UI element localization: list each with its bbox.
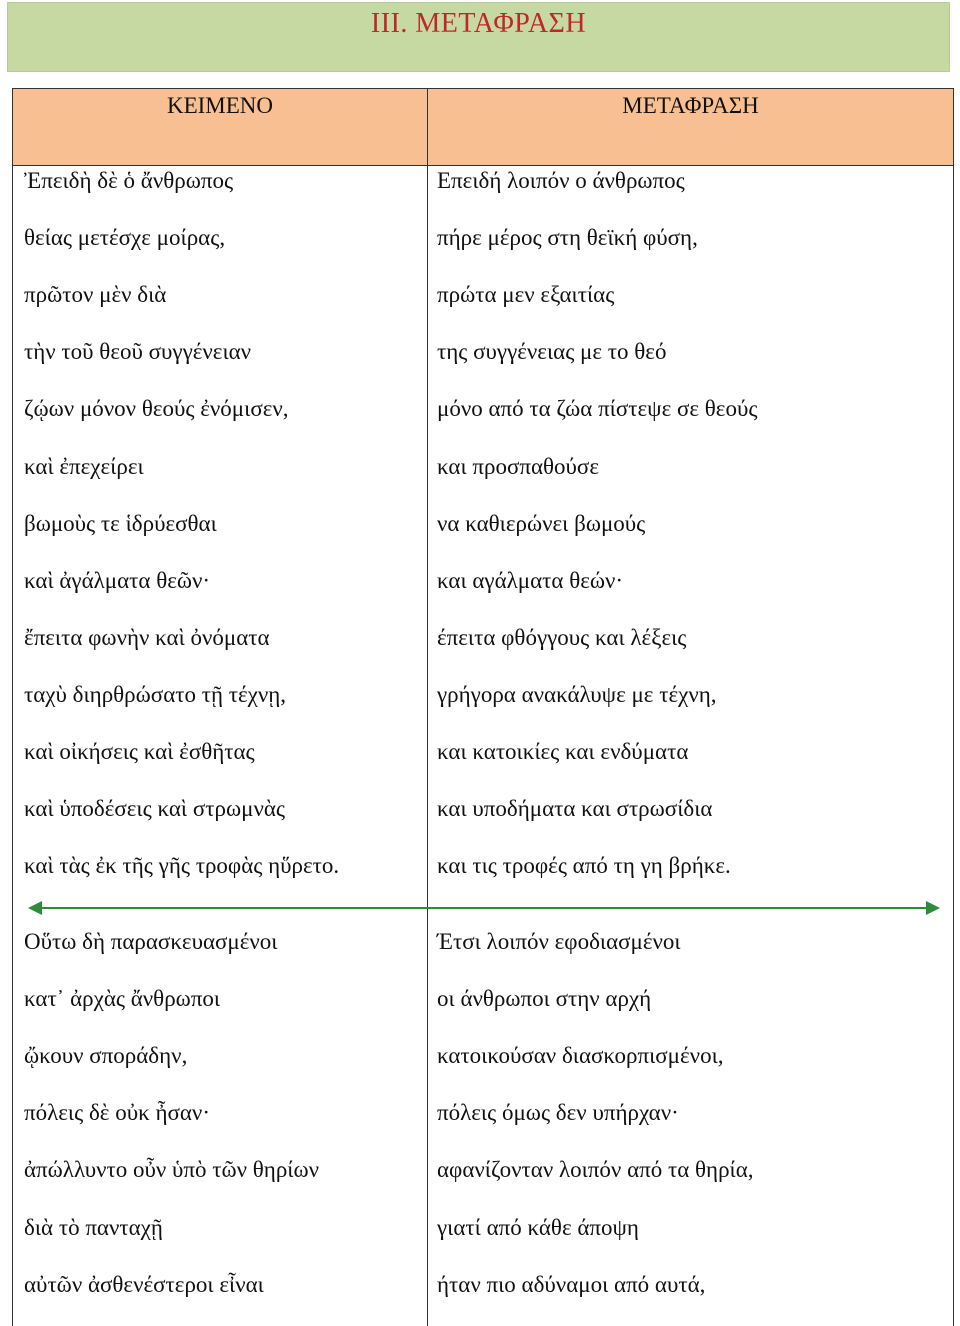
original-line: ἀπώλλυντο οὖν ὑπὸ τῶν θηρίων [24,1157,320,1183]
translation-line: έπειτα φθόγγους και λέξεις [437,624,687,650]
translation-line: ήταν πιο αδύναμοι από αυτά, [437,1271,706,1297]
translation-line: και αγάλματα θεών· [437,567,624,593]
translation-line: να καθιερώνει βωμούς [437,510,646,536]
translation-line: οι άνθρωποι στην αρχή [437,986,652,1012]
original-line: βωμοὺς τε ἱδρύεσθαι [24,510,217,536]
translation-line: πρώτα μεν εξαιτίας [437,282,615,308]
translation-line: και τις τροφές από τη γη βρήκε. [437,853,731,879]
original-line: πρῶτον μὲν διὰ [24,282,167,308]
translation-line: της συγγένειας με το θεό [437,339,667,365]
title-bar [7,2,950,72]
original-line: καὶ ἀγάλματα θεῶν· [24,567,211,593]
original-line: καὶ ἐπεχείρει [24,453,144,479]
original-line: αὐτῶν ἀσθενέστεροι εἶναι [24,1271,264,1297]
translation-line: γρήγορα ανακάλυψε με τέχνη, [437,681,717,707]
original-line: ζῴων μόνον θεούς ἐνόμισεν, [24,396,289,422]
table-header-row [13,89,953,166]
original-line: Οὕτω δὴ παρασκευασμένοι [24,929,278,954]
original-line: ταχὺ διηρθρώσατο τῇ τέχνῃ, [24,681,287,707]
original-line: καὶ ὑποδέσεις καὶ στρωμνὰς [24,796,285,822]
translation-line: πήρε μέρος στη θεϊκή φύση, [437,225,698,251]
original-line: ἔπειτα φωνὴν καὶ ὀνόματα [24,624,270,650]
original-line: καὶ τὰς ἐκ τῆς γῆς τροφὰς ηὕρετο. [24,853,340,879]
translation-line: και προσπαθούσε [437,453,599,479]
original-line: καὶ οἰκήσεις καὶ ἐσθῆτας [24,739,255,764]
original-line: κατ᾽ ἀρχὰς ἄνθρωποι [24,986,221,1012]
original-line: τὴν τοῦ θεοῦ συγγένειαν [24,339,252,365]
translation-line: μόνο από τα ζώα πίστεψε σε θεούς [437,396,758,422]
column-divider [427,89,428,1326]
header-translation-label: ΜΕΤΑΦΡΑΣΗ [622,93,759,118]
arrow-head-right [926,901,940,915]
translation-line: και υποδήματα και στρωσίδια [437,796,713,822]
header-original-label: ΚΕΙΜΕΝΟ [166,93,274,118]
arrow-head-left [28,901,42,915]
translation-line: πόλεις όμως δεν υπήρχαν· [437,1100,679,1126]
original-line: διὰ τὸ πανταχῇ [24,1214,163,1240]
original-line: Ἐπειδὴ δὲ ὁ ἄνθρωπος [24,168,234,193]
translation-line: αφανίζονταν λοιπόν από τα θηρία, [437,1157,754,1183]
translation-line: Έτσι λοιπόν εφοδιασμένοι [437,929,681,954]
translation-line: κατοικούσαν διασκορπισμένοι, [437,1043,724,1069]
header-original [13,89,427,165]
original-line: πόλεις δὲ οὐκ ἦσαν· [24,1100,210,1126]
translation-line: Επειδή λοιπόν ο άνθρωπος [437,168,685,193]
translation-line: και κατοικίες και ενδύματα [437,739,689,764]
header-translation [428,89,953,165]
translation-line: γιατί από κάθε άποψη [437,1214,639,1240]
double-arrow-icon [28,898,940,918]
page-title: III. ΜΕΤΑΦΡΑΣΗ [370,8,587,39]
original-line: ᾤκουν σποράδην, [24,1043,188,1069]
original-line: θείας μετέσχε μοίρας, [24,225,226,251]
